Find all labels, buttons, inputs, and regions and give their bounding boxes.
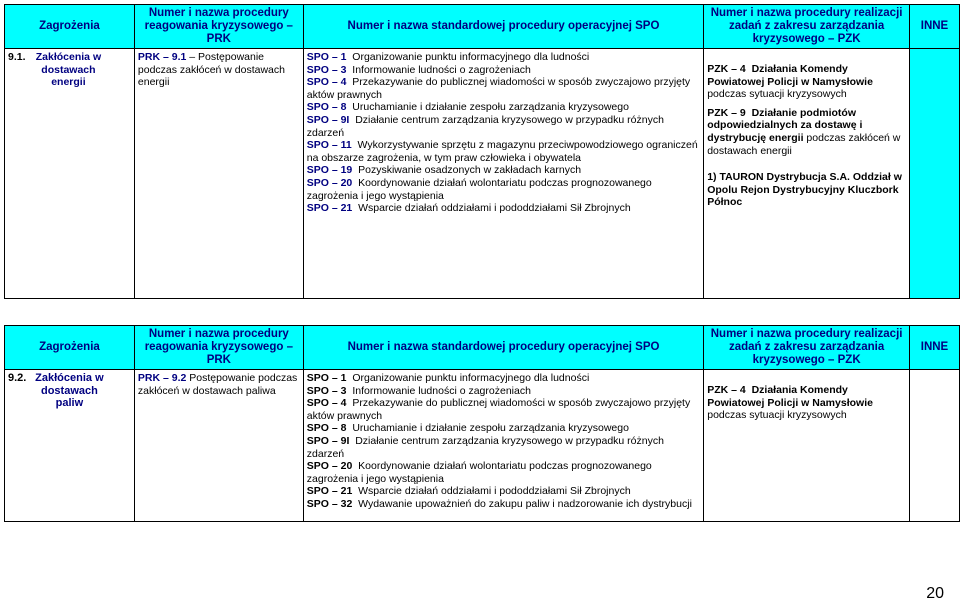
spo-cell: [303, 370, 703, 522]
spo-item: SPO – 11 Wykorzystywanie sprzętu z magazynu przeciwpowodziowego ograniczeń na obszarze zagrożenia, w tym praw człowieka i obywatela: [306, 139, 698, 164]
header-inne: INNE: [910, 5, 960, 49]
crisis-table-fuel: [4, 325, 960, 522]
section-row: [5, 49, 960, 299]
spo-item: SPO – 9I Działanie centrum zarządzania kryzysowego w przypadku różnych zdarzeń: [306, 434, 664, 460]
spo-item: SPO – 20 Koordynowanie działań wolontariatu podczas prognozowanego zagrożenia i jego wystąpienia: [306, 176, 652, 202]
spo-item: SPO – 8 Uruchamianie i działanie zespołu zarządzania kryzysowego: [306, 101, 629, 114]
spo-item: SPO – 21 Wsparcie działań oddziałami i pododdziałami Sił Zbrojnych: [306, 202, 631, 215]
prk-cell: [134, 49, 303, 299]
pzk-item: PZK – 4 Działania Komendy Powiatowej Policji w Namysłowie podczas sytuacji kryzysowych: [707, 63, 873, 101]
spo-item: SPO – 8 Uruchamianie i działanie zespołu zarządzania kryzysowego: [306, 422, 629, 435]
spo-item: SPO – 19 Pozyskiwanie osadzonych w zakładach karnych: [306, 164, 582, 177]
inne-cell: [910, 49, 960, 299]
prk-code: PRK – 9.2: [137, 372, 187, 384]
header-spo: Numer i nazwa standardowej procedury operacyjnej SPO: [303, 326, 703, 370]
page-number: 20: [926, 585, 944, 602]
crisis-table-energy: [4, 4, 960, 299]
threat-cell: [5, 370, 135, 522]
spo-item: SPO – 32 Wydawanie upoważnień do zakupu paliw i nadzorowanie ich dystrybucji: [306, 497, 692, 510]
spo-cell: [303, 49, 703, 299]
prk-code: PRK – 9.1: [137, 51, 187, 63]
header-pzk: Numer i nazwa procedury realizacji zadań z zakresu zarządzania kryzysowego – PZK: [704, 326, 910, 370]
prk-name: – Postępowanie podczas zakłóceń w dostawach energii: [137, 51, 285, 89]
spo-item: SPO – 9I Działanie centrum zarządzania kryzysowego w przypadku różnych zdarzeń: [306, 113, 664, 139]
pzk-item: PZK – 9 Działanie podmiotów odpowiedzialnych za dostawę i dystrybucję energii podczas zakłóceń w dostawach energii: [707, 106, 901, 157]
pzk-cell: [704, 49, 910, 299]
spo-item: SPO – 1 Organizowanie punktu informacyjnego dla ludności: [306, 51, 590, 63]
inne-cell: [910, 370, 960, 522]
threat-cell: [5, 49, 135, 299]
header-zagrozenia: Zagrożenia: [5, 326, 135, 370]
header-inne: INNE: [910, 326, 960, 370]
threat-name: Zakłócenia w dostawach paliw: [35, 372, 104, 410]
spo-item: SPO – 20 Koordynowanie działań wolontariatu podczas prognozowanego zagrożenia i jego wystąpienia: [306, 460, 652, 485]
spo-item: SPO – 4 Przekazywanie do publicznej wiadomości w sposób zwyczajowo przyjęty aktów prawnych: [306, 76, 691, 101]
header-pzk: Numer i nazwa procedury realizacji zadań z zakresu zarządzania kryzysowego – PZK: [704, 5, 910, 49]
header-prk: Numer i nazwa procedury reagowania kryzysowego – PRK: [134, 5, 303, 49]
pzk-note: 1) TAURON Dystrybucja S.A. Oddział w Opolu Rejon Dystrybucyjny Kluczbork Północ: [707, 171, 902, 209]
header-row: [5, 5, 960, 49]
threat-number: 9.1.: [8, 51, 26, 63]
header-spo: Numer i nazwa standardowej procedury operacyjnej SPO: [303, 5, 703, 49]
pzk-cell: [704, 370, 910, 522]
spo-item: SPO – 21 Wsparcie działań oddziałami i pododdziałami Sił Zbrojnych: [306, 485, 631, 498]
spo-item: SPO – 4 Przekazywanie do publicznej wiadomości w sposób zwyczajowo przyjęty aktów prawnych: [306, 397, 691, 422]
spo-item: SPO – 3 Informowanie ludności o zagrożeniach: [306, 384, 531, 397]
section-row: [5, 370, 960, 522]
spo-item: SPO – 1 Organizowanie punktu informacyjnego dla ludności: [306, 372, 590, 384]
prk-cell: [134, 370, 303, 522]
threat-name: Zakłócenia w dostawach energii: [35, 51, 102, 89]
prk-name: Postępowanie podczas zakłóceń w dostawach paliwa: [137, 372, 298, 397]
header-row: [5, 326, 960, 370]
spo-item: SPO – 3 Informowanie ludności o zagrożeniach: [306, 63, 531, 76]
header-prk: Numer i nazwa procedury reagowania kryzysowego – PRK: [134, 326, 303, 370]
pzk-item: PZK – 4 Działania Komendy Powiatowej Policji w Namysłowie podczas sytuacji kryzysowych: [707, 384, 873, 422]
threat-number: 9.2.: [8, 372, 27, 384]
header-zagrozenia: Zagrożenia: [5, 5, 135, 49]
